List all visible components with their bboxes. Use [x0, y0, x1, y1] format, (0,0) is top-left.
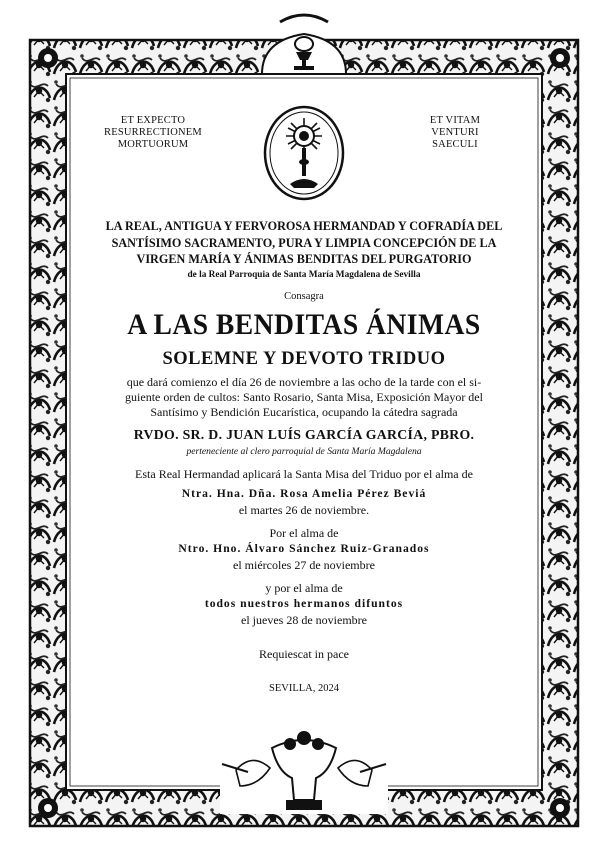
place-date: SEVILLA, 2024	[269, 683, 339, 694]
motto-left-line: MORTUORUM	[117, 139, 189, 150]
first-deceased-name: Ntra. Hna. Dña. Rosa Amelia Pérez Beviá	[181, 487, 427, 500]
preacher-name: RVDO. SR. D. JUAN LUÍS GARCÍA GARCÍA, PBRO.	[133, 427, 475, 442]
third-mass-date: el jueves 28 de noviembre	[241, 613, 367, 627]
intro-paragraph	[0, 375, 608, 420]
top-chalice-cartouche	[262, 15, 346, 74]
subtitle: SOLEMNE Y DEVOTO TRIDUO	[162, 349, 446, 369]
intro-line: guiente orden de cultos: Santo Rosario, Santa Misa, Exposición Mayor del	[125, 390, 483, 404]
motto-right-line: ET VITAM	[429, 115, 481, 126]
motto-left-line: RESURRECTIONEM	[104, 127, 202, 138]
requiescat-text: Requiescat in pace	[259, 647, 349, 661]
monstrance-emblem	[262, 104, 346, 202]
motto-left-line: ET EXPECTO	[120, 115, 186, 126]
intro-line: Santísimo y Bendición Eucarística, ocupando la cátedra sagrada	[150, 405, 458, 419]
first-mass-date: el martes 26 de noviembre.	[238, 503, 370, 517]
second-deceased-name: Ntro. Hno. Álvaro Sánchez Ruiz-Granados	[178, 542, 430, 555]
brotherhood-line: LA REAL, ANTIGUA Y FERVOROSA HERMANDAD Y COFRADÍA DEL	[105, 219, 503, 233]
motto-right	[410, 115, 500, 151]
third-lead: y por el alma de	[265, 581, 343, 595]
motto-left	[98, 115, 208, 151]
motto-right-line: SAECULI	[432, 139, 478, 150]
second-mass-date: el miércoles 27 de noviembre	[233, 558, 375, 572]
motto-right-line: VENTURI	[431, 127, 479, 138]
brotherhood-line: SANTÍSIMO SACRAMENTO, PURA Y LIMPIA CONCEPCIÓN DE LA	[111, 235, 497, 250]
consagra-text: Consagra	[284, 291, 324, 302]
brotherhood-name	[0, 218, 608, 268]
second-lead: Por el alma de	[269, 526, 339, 540]
masses-intro: Esta Real Hermandad aplicará la Santa Misa del Triduo por el alma de	[135, 467, 473, 481]
preacher-note: perteneciente al clero parroquial de Santa María Magdalena	[186, 446, 422, 457]
brotherhood-line: VIRGEN MARÍA Y ÁNIMAS BENDITAS DEL PURGATORIO	[136, 252, 472, 266]
parish-line: de la Real Parroquia de Santa María Magdalena de Sevilla	[187, 270, 421, 280]
third-deceased-name: todos nuestros hermanos difuntos	[204, 597, 404, 610]
bottom-urn-angels	[220, 731, 388, 814]
intro-line: que dará comienzo el día 26 de noviembre a las ocho de la tarde con el si-	[126, 375, 482, 389]
main-title: A LAS BENDITAS ÁNIMAS	[127, 308, 481, 341]
